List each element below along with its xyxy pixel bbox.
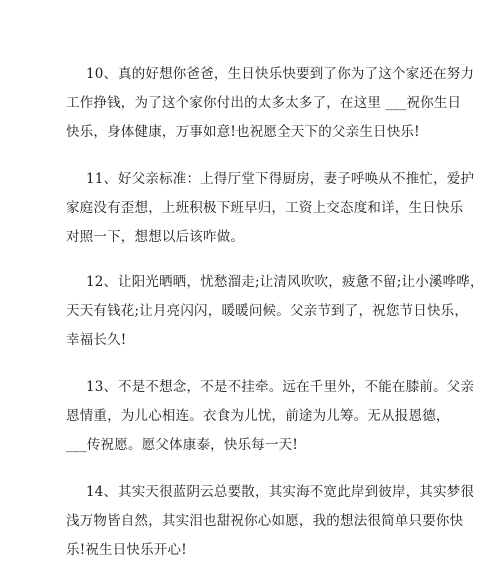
entry-line: 家庭没有歪想，上班积极下班早归，工资上交态度和详，生日快乐	[66, 200, 464, 216]
entry-text: 真的好想你爸爸，生日快乐快要到了你为了这个家还在努力	[118, 66, 475, 82]
entry-13	[66, 373, 475, 460]
entry-number: 14、	[86, 484, 118, 500]
entry-14	[66, 478, 475, 565]
entry-text: 不是不想念，不是不挂牵。远在千里外，不能在膝前。父亲	[118, 379, 475, 395]
entry-12	[66, 268, 484, 355]
entry-line: 浅万物皆自然，其实泪也甜祝你心如愿，我的想法很简单只要你快	[66, 513, 464, 529]
entry-line: 乐!祝生日快乐开心!	[66, 542, 187, 558]
entry-text: 其实天很蓝阴云总要散，其实海不宽此岸到彼岸，其实梦很	[118, 484, 475, 500]
entry-line	[66, 268, 484, 297]
entry-text: 让阳光晒晒，忧愁溜走;让清风吹吹，疲惫不留;让小溪哗哗，	[118, 274, 484, 290]
entry-line	[66, 60, 475, 89]
entry-10	[66, 60, 475, 147]
entry-number: 10、	[86, 66, 118, 82]
entry-number: 13、	[86, 379, 118, 395]
entry-line: 工作挣钱，为了这个家你付出的太多太多了，在这里 ___祝你生日	[66, 95, 462, 111]
entry-text: 好父亲标准：上得厅堂下得厨房，妻子呼唤从不推忙，爱护	[118, 171, 475, 187]
entry-number: 12、	[86, 274, 118, 290]
entry-line	[66, 373, 475, 402]
entry-line: 天天有钱花;让月亮闪闪，暖暖问候。父亲节到了，祝您节日快乐，	[66, 303, 469, 319]
entry-line	[66, 478, 475, 507]
entry-line	[66, 165, 475, 194]
entry-number: 11、	[86, 171, 118, 187]
entry-line: 快乐，身体健康，万事如意!也祝愿全天下的父亲生日快乐!	[66, 124, 420, 140]
entry-line: 幸福长久!	[66, 332, 127, 348]
entry-line: ___传祝愿。愿父体康泰，快乐每一天!	[66, 437, 298, 453]
entry-line: 对照一下，想想以后该咋做。	[66, 229, 245, 245]
entry-line: 恩情重，为儿心相连。衣食为儿忧，前途为儿筹。无从报恩德，	[66, 408, 450, 424]
entry-11	[66, 165, 475, 252]
